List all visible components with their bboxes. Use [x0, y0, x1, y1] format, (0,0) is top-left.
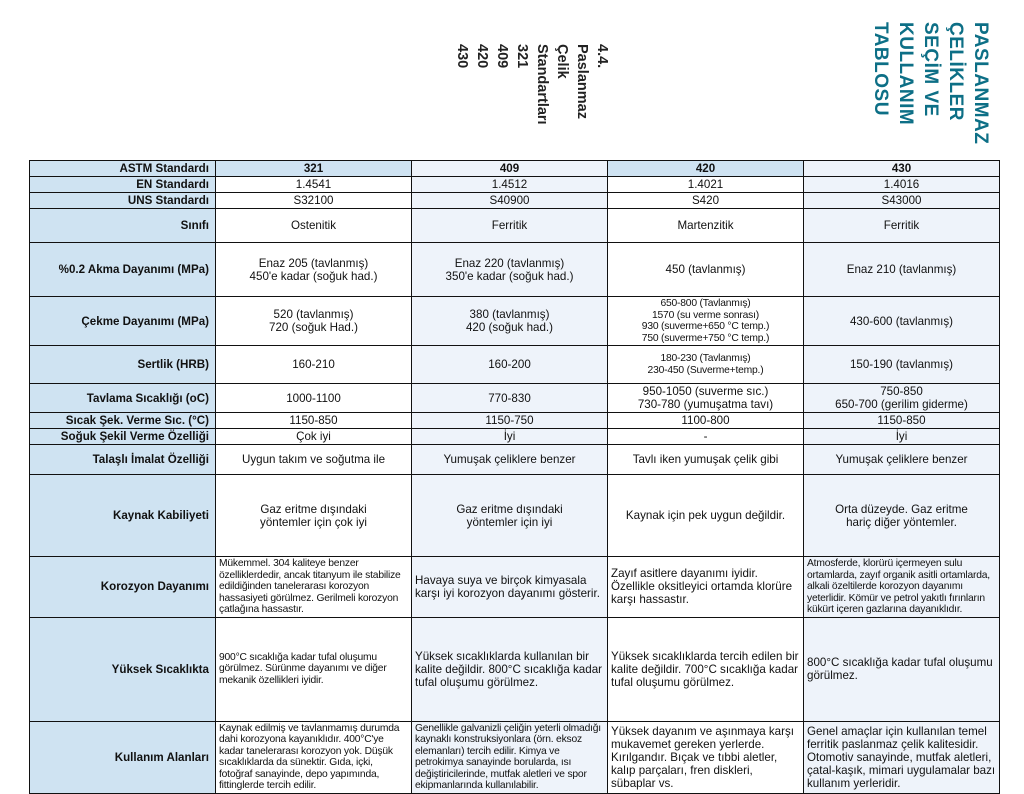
table-cell: Enaz 210 (tavlanmış)	[804, 243, 1000, 297]
table-header-row	[30, 161, 1000, 177]
row-label: Kullanım Alanları	[30, 721, 216, 793]
table-cell: Ostenitik	[216, 209, 412, 243]
table-cell: 1.4541	[216, 177, 412, 193]
table-cell: S32100	[216, 193, 412, 209]
header-grade-409: 409	[412, 161, 608, 177]
table-cell: Yüksek dayanım ve aşınmaya karşı mukavemet gereken yerlerde. Kırılgandır. Bıçak ve tıbbi aletler, kalıp parçaları, fren diskleri, sübaplar vs.	[608, 721, 804, 793]
table-cell: Genel amaçlar için kullanılan temel ferritik paslanmaz çelik kalitesidir. Otomotiv sanayinde, mutfak aletleri, çatal-kaşık, mimari uygulamalar bazı kullanım yerleridir.	[804, 721, 1000, 793]
table-cell: S420	[608, 193, 804, 209]
table-cell: 770-830	[412, 384, 608, 413]
table-cell: Genellikle galvanizli çeliğin yeterli olmadığı kaynaklı konstruksiyonlara (örn. eksoz elemanları) tercih edilir. Kimya ve petrokimya sanayinde borularda, ısı değiştiricilerinde, mutfak aletleri ve spor ekipmanlarında kullanılabilir.	[412, 721, 608, 793]
table-cell: Yumuşak çeliklere benzer	[412, 445, 608, 475]
table-row	[30, 413, 1000, 429]
title-line: PASLANMAZ	[970, 22, 991, 145]
table-cell: Yüksek sıcaklıklarda kullanılan bir kalite değildir. 800°C sıcaklığa kadar tufal oluşumu görülmez.	[412, 617, 608, 721]
table-cell: Gaz eritme dışındaki yöntemler için iyi	[412, 475, 608, 557]
table-cell: Ferritik	[412, 209, 608, 243]
header-grade-430: 430	[804, 161, 1000, 177]
table-cell: 380 (tavlanmış) 420 (soğuk had.)	[412, 297, 608, 346]
table-cell: Kaynak için pek uygun değildir.	[608, 475, 804, 557]
table-row	[30, 721, 1000, 793]
table-row	[30, 193, 1000, 209]
row-label: Tavlama Sıcaklığı (oC)	[30, 384, 216, 413]
subtitle-line: Çelik	[554, 44, 570, 79]
table-cell: 950-1050 (suverme sıc.) 730-780 (yumuşatma tavı)	[608, 384, 804, 413]
table-cell: Uygun takım ve soğutma ile	[216, 445, 412, 475]
table-cell: 1150-750	[412, 413, 608, 429]
table-cell: Ferritik	[804, 209, 1000, 243]
table-cell: 150-190 (tavlanmış)	[804, 346, 1000, 384]
table-cell: 1150-850	[804, 413, 1000, 429]
row-label: Korozyon Dayanımı	[30, 557, 216, 618]
table-row	[30, 346, 1000, 384]
steel-standards-table	[29, 160, 1000, 794]
row-label: Kaynak Kabiliyeti	[30, 475, 216, 557]
table-cell: Zayıf asitlere dayanımı iyidir. Özellikle oksitleyici ortamda klorüre karşı hassastır.	[608, 557, 804, 618]
table-cell: 180-230 (Tavlanmış) 230-450 (Suverme+temp.)	[608, 346, 804, 384]
header-label: ASTM Standardı	[30, 161, 216, 177]
header-grade-321: 321	[216, 161, 412, 177]
table-cell: 650-800 (Tavlanmış) 1570 (su verme sonrası) 930 (suverme+650 °C temp.) 750 (suverme+750 °C temp.)	[608, 297, 804, 346]
table-cell: 1.4016	[804, 177, 1000, 193]
row-label: Sıcak Şek. Verme Sıc. (°C)	[30, 413, 216, 429]
table-cell: 1000-1100	[216, 384, 412, 413]
table-cell: 160-210	[216, 346, 412, 384]
table-cell: 450 (tavlanmış)	[608, 243, 804, 297]
subtitle-line: 4.4.	[594, 44, 610, 69]
table-cell: İyi	[804, 429, 1000, 445]
table-cell: Havaya suya ve birçok kimyasala karşı iyi korozyon dayanımı gösterir.	[412, 557, 608, 618]
table-cell: Yüksek sıcaklıklarda tercih edilen bir kalite değildir. 700°C sıcaklığa kadar tufal oluşumu görülmez.	[608, 617, 804, 721]
table-row	[30, 384, 1000, 413]
table-cell: 160-200	[412, 346, 608, 384]
title-line: KULLANIM	[895, 22, 916, 126]
table-cell: Enaz 220 (tavlanmış) 350'e kadar (soğuk had.)	[412, 243, 608, 297]
row-label: Çekme Dayanımı (MPa)	[30, 297, 216, 346]
table-row	[30, 209, 1000, 243]
table-row	[30, 243, 1000, 297]
table-row	[30, 617, 1000, 721]
table-cell: S40900	[412, 193, 608, 209]
row-label: EN Standardı	[30, 177, 216, 193]
table-cell: Mükemmel. 304 kaliteye benzer özelliklerdedir, ancak titanyum ile stabilize edildiğinden tanelerarası korozyon hassasiyeti görülmez. Gerilmeli korozyon çatlağına hassastır.	[216, 557, 412, 618]
subtitle-line: 321	[514, 44, 530, 69]
table-cell: Enaz 205 (tavlanmış) 450'e kadar (soğuk had.)	[216, 243, 412, 297]
title-line: TABLOSU	[870, 22, 891, 116]
subtitle-line: Paslanmaz	[574, 44, 590, 119]
table-cell: Çok iyi	[216, 429, 412, 445]
table-cell: Yumuşak çeliklere benzer	[804, 445, 1000, 475]
table-cell: 1.4021	[608, 177, 804, 193]
table-cell: Gaz eritme dışındaki yöntemler için çok iyi	[216, 475, 412, 557]
subtitle-line: Standartları	[534, 44, 550, 125]
table-cell: Martenzitik	[608, 209, 804, 243]
table-cell: İyi	[412, 429, 608, 445]
table-cell: Kaynak edilmiş ve tavlanmamış durumda dahi korozyona kayanıklıdır. 400°C'ye kadar tanelerarası korozyon yok. Düşük sıcaklıklarda da sünektir. Gıda, içki, fotoğraf sanayinde, depo yapımında, fittinglerde tercih edilir.	[216, 721, 412, 793]
row-label: %0.2 Akma Dayanımı (MPa)	[30, 243, 216, 297]
title-line: SEÇİM VE	[920, 22, 941, 117]
table-cell: 430-600 (tavlanmış)	[804, 297, 1000, 346]
table-row	[30, 177, 1000, 193]
table-cell: 750-850 650-700 (gerilim giderme)	[804, 384, 1000, 413]
title-line: ÇELİKLER	[945, 22, 966, 121]
row-label: Sertlik (HRB)	[30, 346, 216, 384]
page-title	[868, 22, 993, 144]
table-row	[30, 297, 1000, 346]
row-label: Sınıfı	[30, 209, 216, 243]
table-cell: 900°C sıcaklığa kadar tufal oluşumu görülmez. Sürünme dayanımı ve diğer mekanik özellikleri iyidir.	[216, 617, 412, 721]
table-cell: Tavlı iken yumuşak çelik gibi	[608, 445, 804, 475]
table-cell: 520 (tavlanmış) 720 (soğuk Had.)	[216, 297, 412, 346]
subtitle-line: 409	[494, 44, 510, 69]
row-label: Talaşlı İmalat Özelliği	[30, 445, 216, 475]
table-cell: -	[608, 429, 804, 445]
subtitle-line: 430	[454, 44, 470, 69]
section-subtitle	[452, 44, 612, 125]
row-label: Soğuk Şekil Verme Özelliği	[30, 429, 216, 445]
table-cell: 1.4512	[412, 177, 608, 193]
table-cell: Orta düzeyde. Gaz eritme hariç diğer yöntemler.	[804, 475, 1000, 557]
row-label: UNS Standardı	[30, 193, 216, 209]
table-row	[30, 445, 1000, 475]
table-row	[30, 557, 1000, 618]
subtitle-line: 420	[474, 44, 490, 69]
row-label: Yüksek Sıcaklıkta	[30, 617, 216, 721]
table-cell: 800°C sıcaklığa kadar tufal oluşumu görülmez.	[804, 617, 1000, 721]
table-cell: Atmosferde, klorürü içermeyen sulu ortamlarda, zayıf organik asitli ortamlarda, alkali özeltilerde korozyon dayanımı yeterlidir. Kömür ve petrol yakıtlı fırınların kükürt içeren gazlarına dayanıklıdır.	[804, 557, 1000, 618]
table-cell: 1100-800	[608, 413, 804, 429]
table-cell: 1150-850	[216, 413, 412, 429]
header-grade-420: 420	[608, 161, 804, 177]
table-row	[30, 429, 1000, 445]
table-row	[30, 475, 1000, 557]
table-cell: S43000	[804, 193, 1000, 209]
